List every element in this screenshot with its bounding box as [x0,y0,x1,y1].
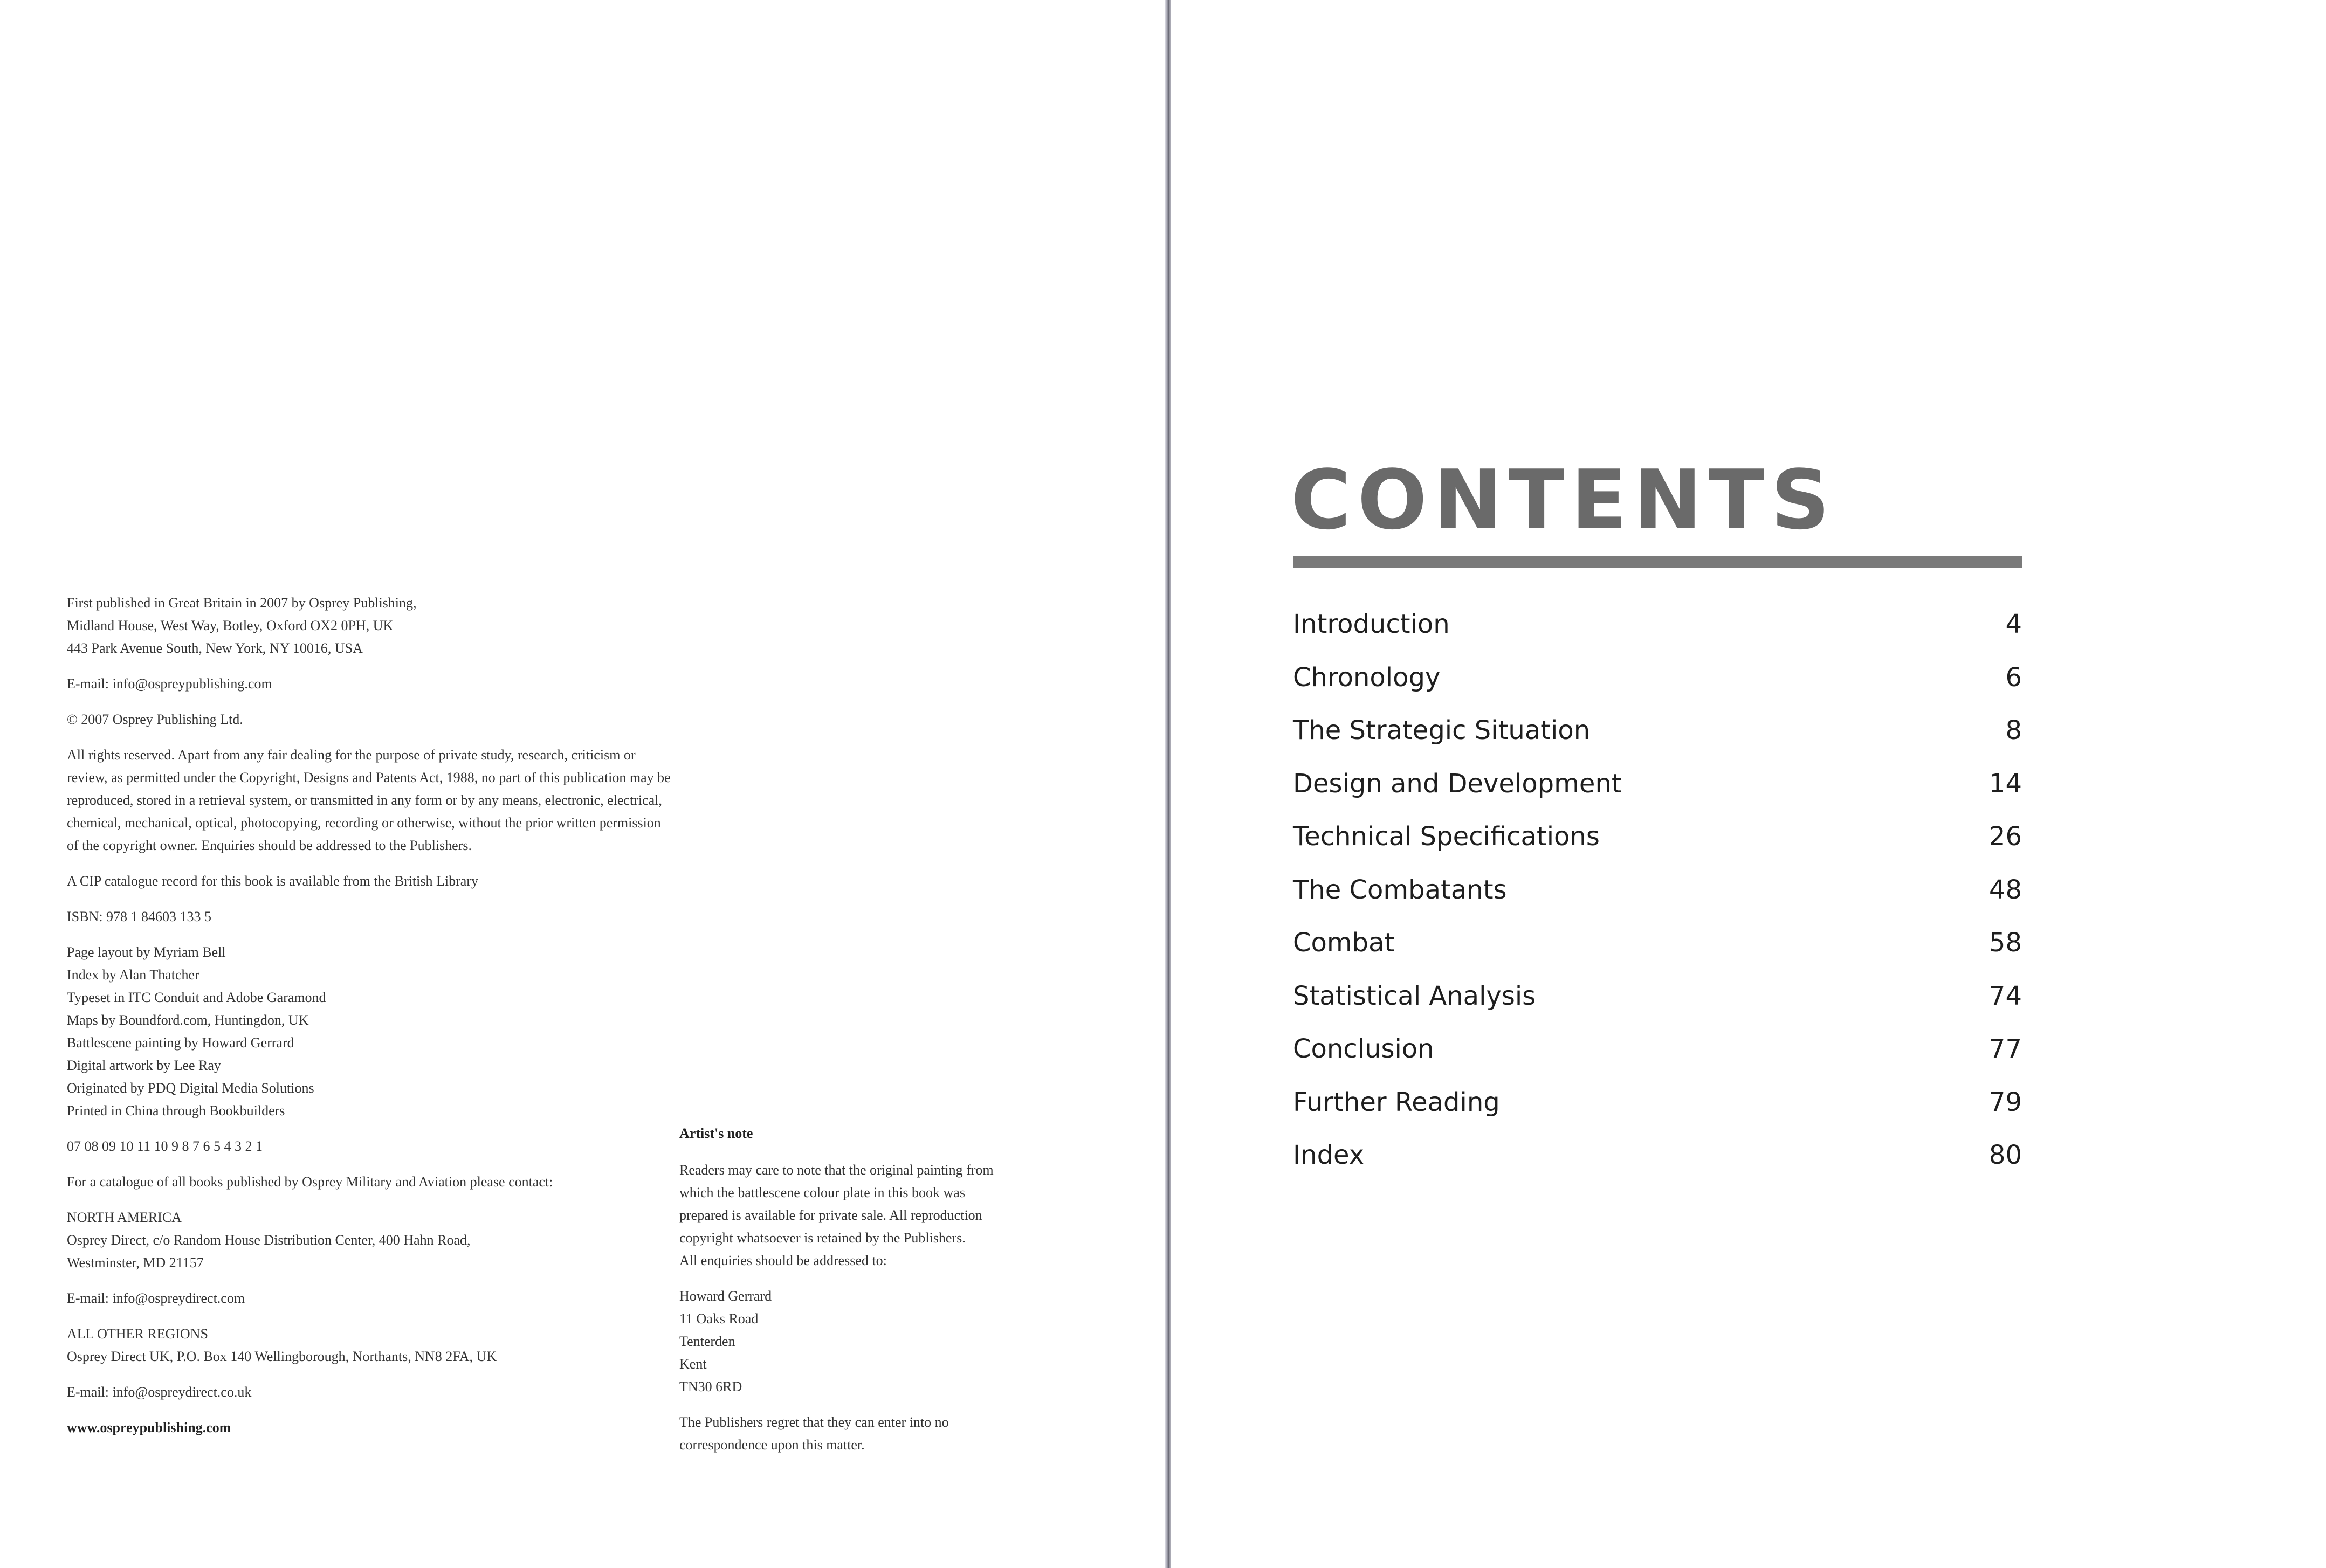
toc-entry[interactable] [1293,1140,2022,1193]
toc-entry-title: Statistical Analysis [1293,980,1536,1011]
toc-entry-title: The Strategic Situation [1293,715,1591,745]
website-link[interactable]: www.ospreypublishing.com [67,1420,231,1435]
toc-entry-title: Design and Development [1293,768,1622,799]
toc-entry[interactable] [1293,1087,2022,1141]
book-gutter [1165,0,1171,1568]
toc-entry-title: Chronology [1293,662,1441,693]
toc-entry-page: 48 [1988,874,2022,905]
other-regions-address: ALL OTHER REGIONS Osprey Direct UK, P.O. Box 140 Wellingborough, Northants, NN8 2FA, UK [67,1326,497,1364]
toc-entry-page: 6 [2005,662,2022,693]
toc-entry-title: Further Reading [1293,1087,1500,1117]
toc-entry-title: The Combatants [1293,874,1507,905]
toc-entry[interactable] [1293,662,2022,716]
toc-entry[interactable] [1293,928,2022,981]
toc-entry[interactable] [1293,981,2022,1034]
toc-entry-title: Combat [1293,928,1395,958]
toc-entry[interactable] [1293,609,2022,662]
toc-entry-title: Index [1293,1140,1365,1170]
table-of-contents [1293,609,2022,1193]
toc-entry-page: 79 [1988,1087,2022,1117]
north-america-email: E-mail: info@ospreydirect.com [67,1290,245,1306]
publisher-email: E-mail: info@ospreypublishing.com [67,676,272,692]
artist-note-body: Readers may care to note that the original painting from which the battlescene colour plate in this book was prepared is available for private sale. All reproduction copyright whatsoever is retained by the Publishers. All enquiries should be addressed to: [679,1162,994,1268]
rights-statement: All rights reserved. Apart from any fair dealing for the purpose of private study, research, criticism or review, as permitted under the Copyright, Designs and Patents Act, 1988, no part of this publication may be reproduced, stored in a retrieval system, or transmitted in any form or by any means, electronic, electrical, chemical, mechanical, optical, photocopying, recording or otherwise, without the prior written permission of the copyright owner. Enquiries should be addressed to the Publishers. [67,747,671,853]
toc-entry[interactable] [1293,821,2022,875]
toc-entry-page: 74 [1988,980,2022,1011]
toc-entry[interactable] [1293,769,2022,822]
toc-entry-page: 26 [1988,821,2022,852]
toc-entry-page: 80 [1988,1140,2022,1170]
imprint-block [67,592,671,1452]
contents-title: CONTENTS [1291,452,1836,548]
production-credits: Page layout by Myriam Bell Index by Alan Thatcher Typeset in ITC Conduit and Adobe Garamond Maps by Boundford.com, Huntingdon, UK Battlescene painting by Howard Gerrard Digital artwork by Lee Ray Originated by PDQ Digital Media Solutions Printed in China through Bookbuilders [67,944,326,1118]
print-line: 07 08 09 10 11 10 9 8 7 6 5 4 3 2 1 [67,1138,263,1154]
toc-entry-title: Conclusion [1293,1034,1434,1064]
toc-entry-page: 4 [2005,609,2022,639]
cip-record: A CIP catalogue record for this book is available from the British Library [67,873,478,889]
artist-note [679,1122,1046,1469]
contents-rule [1293,556,2022,568]
artist-address: Howard Gerrard 11 Oaks Road Tenterden Kent TN30 6RD [679,1288,772,1394]
publication-info: First published in Great Britain in 2007 by Osprey Publishing, Midland House, West Way, Botley, Oxford OX2 0PH, UK 443 Park Avenue South, New York, NY 10016, USA [67,595,417,656]
toc-entry-title: Introduction [1293,609,1450,639]
toc-entry-title: Technical Specifications [1293,821,1600,852]
north-america-address: NORTH AMERICA Osprey Direct, c/o Random House Distribution Center, 400 Hahn Road, Westminster, MD 21157 [67,1210,471,1270]
toc-entry[interactable] [1293,715,2022,769]
isbn: ISBN: 978 1 84603 133 5 [67,909,211,924]
toc-entry-page: 58 [1988,928,2022,958]
toc-entry[interactable] [1293,1034,2022,1087]
uk-email: E-mail: info@ospreydirect.co.uk [67,1384,252,1400]
artist-note-heading: Artist's note [679,1125,753,1141]
toc-entry-page: 77 [1988,1034,2022,1064]
copyright-line: © 2007 Osprey Publishing Ltd. [67,712,243,727]
artist-note-closing: The Publishers regret that they can enter into no correspondence upon this matter. [679,1414,949,1453]
toc-entry-page: 14 [1988,768,2022,799]
catalogue-note: For a catalogue of all books published by Osprey Military and Aviation please contact: [67,1174,553,1190]
toc-entry[interactable] [1293,875,2022,928]
toc-entry-page: 8 [2005,715,2022,745]
